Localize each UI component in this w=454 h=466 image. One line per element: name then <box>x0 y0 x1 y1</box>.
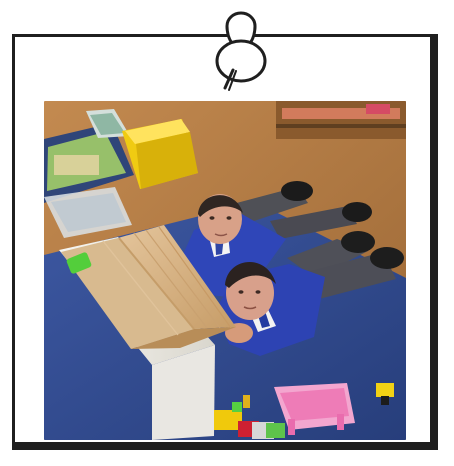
shelf-top-right <box>276 101 406 139</box>
photo-scene <box>44 101 406 440</box>
classroom-photo <box>44 101 406 440</box>
push-pin-icon <box>205 8 277 100</box>
